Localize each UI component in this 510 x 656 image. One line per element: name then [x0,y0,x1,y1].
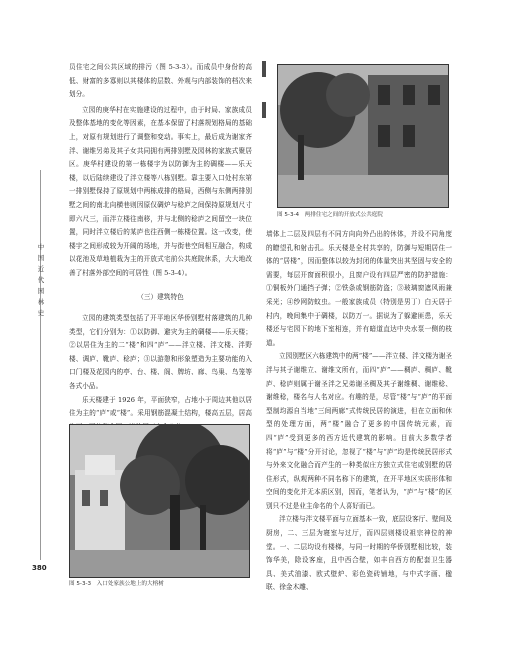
banyan-tree-photo-image [70,425,249,577]
paragraph: 立园的建筑类型包括了开平地区华侨别墅村落建筑的几种类型，它们分别为：①以防御、避灾为主的碉楼——乐天楼；②以居住为主的二“楼”和四“庐”——泮立楼、泮文楼、泮野楼、调庐、靴庐、稔庐；③以游憩和形象塑造为主要功能的入口门楼及花园内的亭、台、楼、阁、牌坊、廊、鸟巢、鸟笼等各式小品。 [69,314,252,391]
paragraph: 立园别墅区六栋建筑中的两“楼”——泮立楼、泮文楼为谢圣泮与其子谢维立、谢维文所有，而四“庐”——稠庐、稠庐、靴庐、稔庐则属于谢圣泮之兄弟谢圣稠及其子谢维稠、谢维稔、谢维稔，楼名与人名对应。有趣的是，尽管“楼”与“庐”的平面型制均源自当地“三间两廊”式传统民居的演进，但在立面和休型的处理方面，两“楼”融合了更多的中国传统元素，而四“庐”受到更多的西方近代建筑的影响。目前大多数学者将“庐”与“楼”分开讨论，忽视了“楼”与“庐”均是传统民居形式与外来文化融合而产生的一种类似庄方独立式住宅或别墅的居住形式，纵观两种不同名称下的建筑，在开平地区实质形体和空间的变化并无本质区别，因而，笔者认为，“庐”与“楼”的区别只不过是业主命名的个人喜好而已。 [266,352,452,510]
paragraph: 乐天楼建于 1926 年，平面狭窄，占地小于周边其他以居住为主的“庐”或“楼”。采用钢筋混凝土结构，楼高五层，居高 [69,395,252,418]
banyan-tree-photo [69,424,250,578]
paragraph: 立园的庚华村在实施建设的过程中，由于时局、家族成员及整体基地的变化等因素，在基本保留了村落规划格局的基础上，对原有规划进行了调整和变动。事实上，最后成为谢家齐泮、谢维另弟及其子女共同拥有两排别墅及园林的家族式聚居区。庚华村建设的第一栋楼宇为以防御为主的碉楼——乐天楼，以后陆续建设了泮立楼等八栋别墅。靠主要入口处村东第一排别墅保持了原规划中两栋成排的格局，西侧与东侧两排别墅之间的南北向横巷则因原仅碉炉与稔庐之间保持原规划尺寸即六尺三，而泮立楼往南移，并与北侧的稔庐之间留空一块位置，同时泮立楼后的某庐也往西侧一栋楼位置。这一改变，使楼宇之间形成较为开阔的场地，并与街巷空间相互融合，构成以花池及草地植栽为主的开放式宅前公共庭院休系，大大地改善了村落外部空间的可居性（图 5-3-4）。 [69,105,252,277]
book-title-vertical: 中国近代园林史 [37,243,45,317]
page-number: 380 [32,564,47,572]
column-marker [262,61,266,77]
paragraph: 墙体上二层及四层有不同方向向外凸出的休体，并设不同角度的瞭望孔和射击孔。乐天楼是全村共享的，防御与短期居住一体的“居楼”，因而整体以较为封闭的体量突出其坚固与安全的需要，每层开窗面积很小，且窗户设有四层严密的防护措施：①铜板外门通挡子弹；②铁条或钢筋防盗；③玻璃窗遮风雨兼采光；④纱网防蚊虫。一般家族成员（特别是男丁）白天居于村内，晚间集中于碉楼，以防万一。据说为了躲避匪患，乐天楼还与宅园下的地下室相连，并有暗道直达中央水泵一侧的枝道。 [266,230,452,347]
courtyard-photo [277,64,449,208]
figure-caption: 图 5-3-4 两排住宅之间的开放式公共庭院 [277,212,383,218]
left-column [69,61,252,434]
section-heading: （三）建筑特色 [137,292,184,301]
paragraph: 泮立楼与泮文楼平面与立面基本一致，底层设客厅、壁间及厨房，二、三层为寝室与过厅，而四层则楼设祖宗神位的神堂。一、二层均设有楼梯，与同一时期的华侨别墅相比较，装饰华美，除设客座，且中西合壁，如丰自西方的配套卫生器具、美式油漆、欧式壁炉、彩色瓷砖铺地，与中式字画、楹联、徐金木雕、 [266,515,452,592]
margin-rule [40,170,41,560]
figure-caption: 图 5-3-3 入口处家族公地上的大榕树 [69,581,164,587]
column-marker [262,102,266,118]
right-column [266,228,452,595]
courtyard-photo-image [278,65,448,207]
paragraph: 员住宅之间公共区域的排污（图 5-3-3）。而成员中身份的高低、财富的多寡则以其楼体的层数、外观与内部装饰的档次来划分。 [69,63,252,99]
